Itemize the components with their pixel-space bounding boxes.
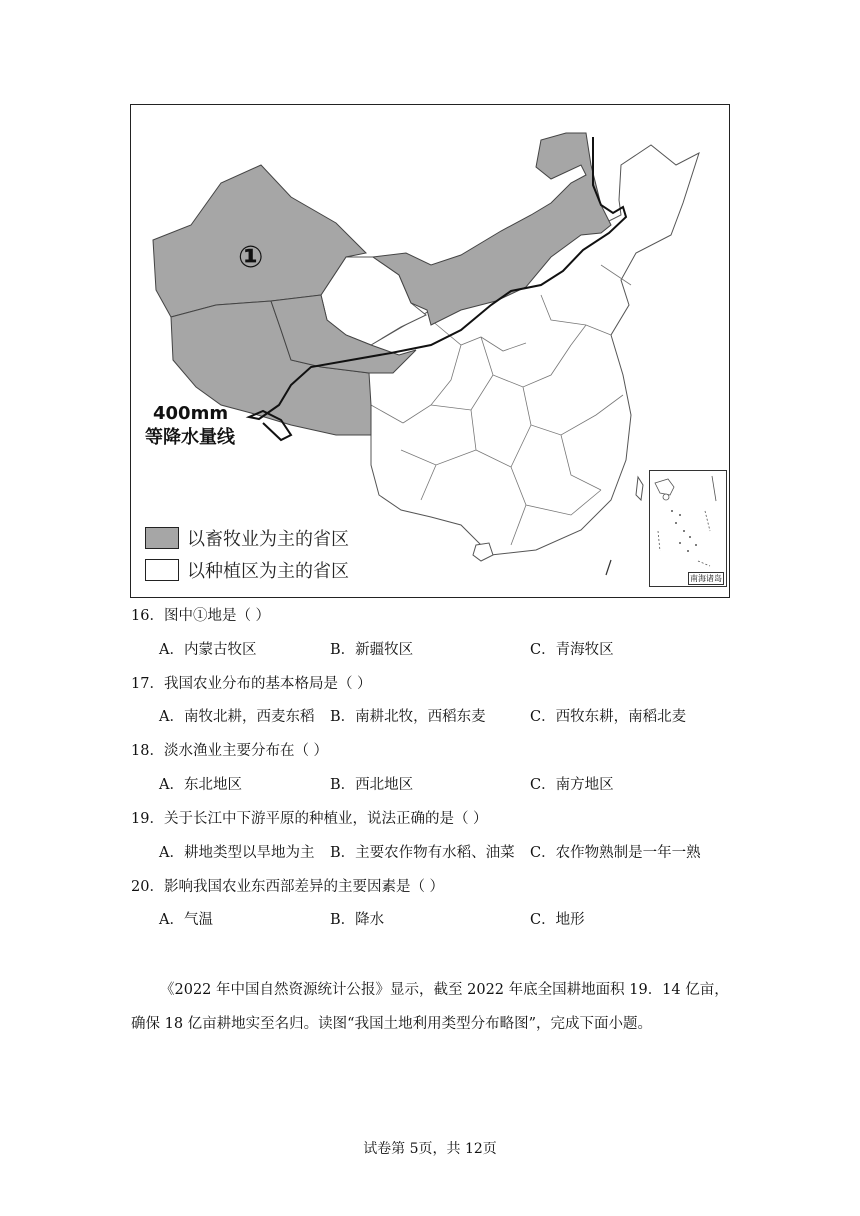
legend-pastoral — [145, 525, 349, 551]
q18-option-a[interactable]: A．东北地区 — [159, 777, 242, 793]
q17-option-b[interactable]: B．南耕北牧，西稻东麦 — [330, 709, 486, 725]
taiwan-shape — [636, 477, 643, 500]
question-17: 17．我国农业分布的基本格局是（ ） — [131, 676, 372, 692]
legend-pastoral-label: 以畜牧业为主的省区 — [187, 529, 349, 550]
q19-option-b[interactable]: B．主要农作物有水稻、油菜 — [330, 845, 515, 861]
q19-option-a[interactable]: A．耕地类型以旱地为主 — [159, 845, 315, 861]
hainan-shape — [473, 543, 493, 561]
question-18: 18．淡水渔业主要分布在（ ） — [131, 743, 329, 759]
isohyet-label-line2: 等降水量线 — [145, 427, 235, 448]
question-16: 16．图中①地是（ ） — [131, 608, 271, 624]
q18-option-b[interactable]: B．西北地区 — [330, 777, 414, 793]
q16-option-a[interactable]: A．内蒙古牧区 — [159, 642, 257, 658]
q20-option-c[interactable]: C．地形 — [530, 912, 585, 928]
q17-option-c[interactable]: C．西牧东耕，南稻北麦 — [530, 709, 687, 725]
q19-option-c[interactable]: C．农作物熟制是一年一熟 — [530, 845, 701, 861]
q18-option-c[interactable]: C．南方地区 — [530, 777, 614, 793]
q16-option-b[interactable]: B．新疆牧区 — [330, 642, 414, 658]
question-20: 20．影响我国农业东西部差异的主要因素是（ ） — [131, 879, 445, 895]
legend-farming-swatch — [145, 559, 179, 581]
legend-farming — [145, 557, 349, 583]
question-19: 19．关于长江中下游平原的种植业，说法正确的是（ ） — [131, 811, 488, 827]
passage-line-2: 确保 18 亿亩耕地实至名归。读图“我国土地利用类型分布略图”，完成下面小题。 — [131, 1016, 652, 1032]
legend-pastoral-swatch — [145, 527, 179, 549]
inset-label: 南海诸岛 — [690, 574, 722, 583]
page-footer: 试卷第 5页，共 12页 — [363, 1141, 497, 1157]
passage-line-1: 《2022 年中国自然资源统计公报》显示，截至 2022 年底全国耕地面积 19．14 亿亩， — [160, 982, 729, 998]
q16-option-c[interactable]: C．青海牧区 — [530, 642, 614, 658]
q20-option-b[interactable]: B．降水 — [330, 912, 385, 928]
inset-drawing — [650, 471, 728, 588]
region-marker-1: ① — [238, 240, 264, 275]
china-agriculture-map — [130, 104, 730, 598]
isohyet-label-line1: 400mm — [153, 403, 229, 424]
q20-option-a[interactable]: A．气温 — [159, 912, 213, 928]
q17-option-a[interactable]: A．南牧北耕，西麦东稻 — [159, 709, 315, 725]
south-china-sea-inset — [649, 470, 727, 587]
legend-farming-label: 以种植区为主的省区 — [187, 561, 349, 582]
